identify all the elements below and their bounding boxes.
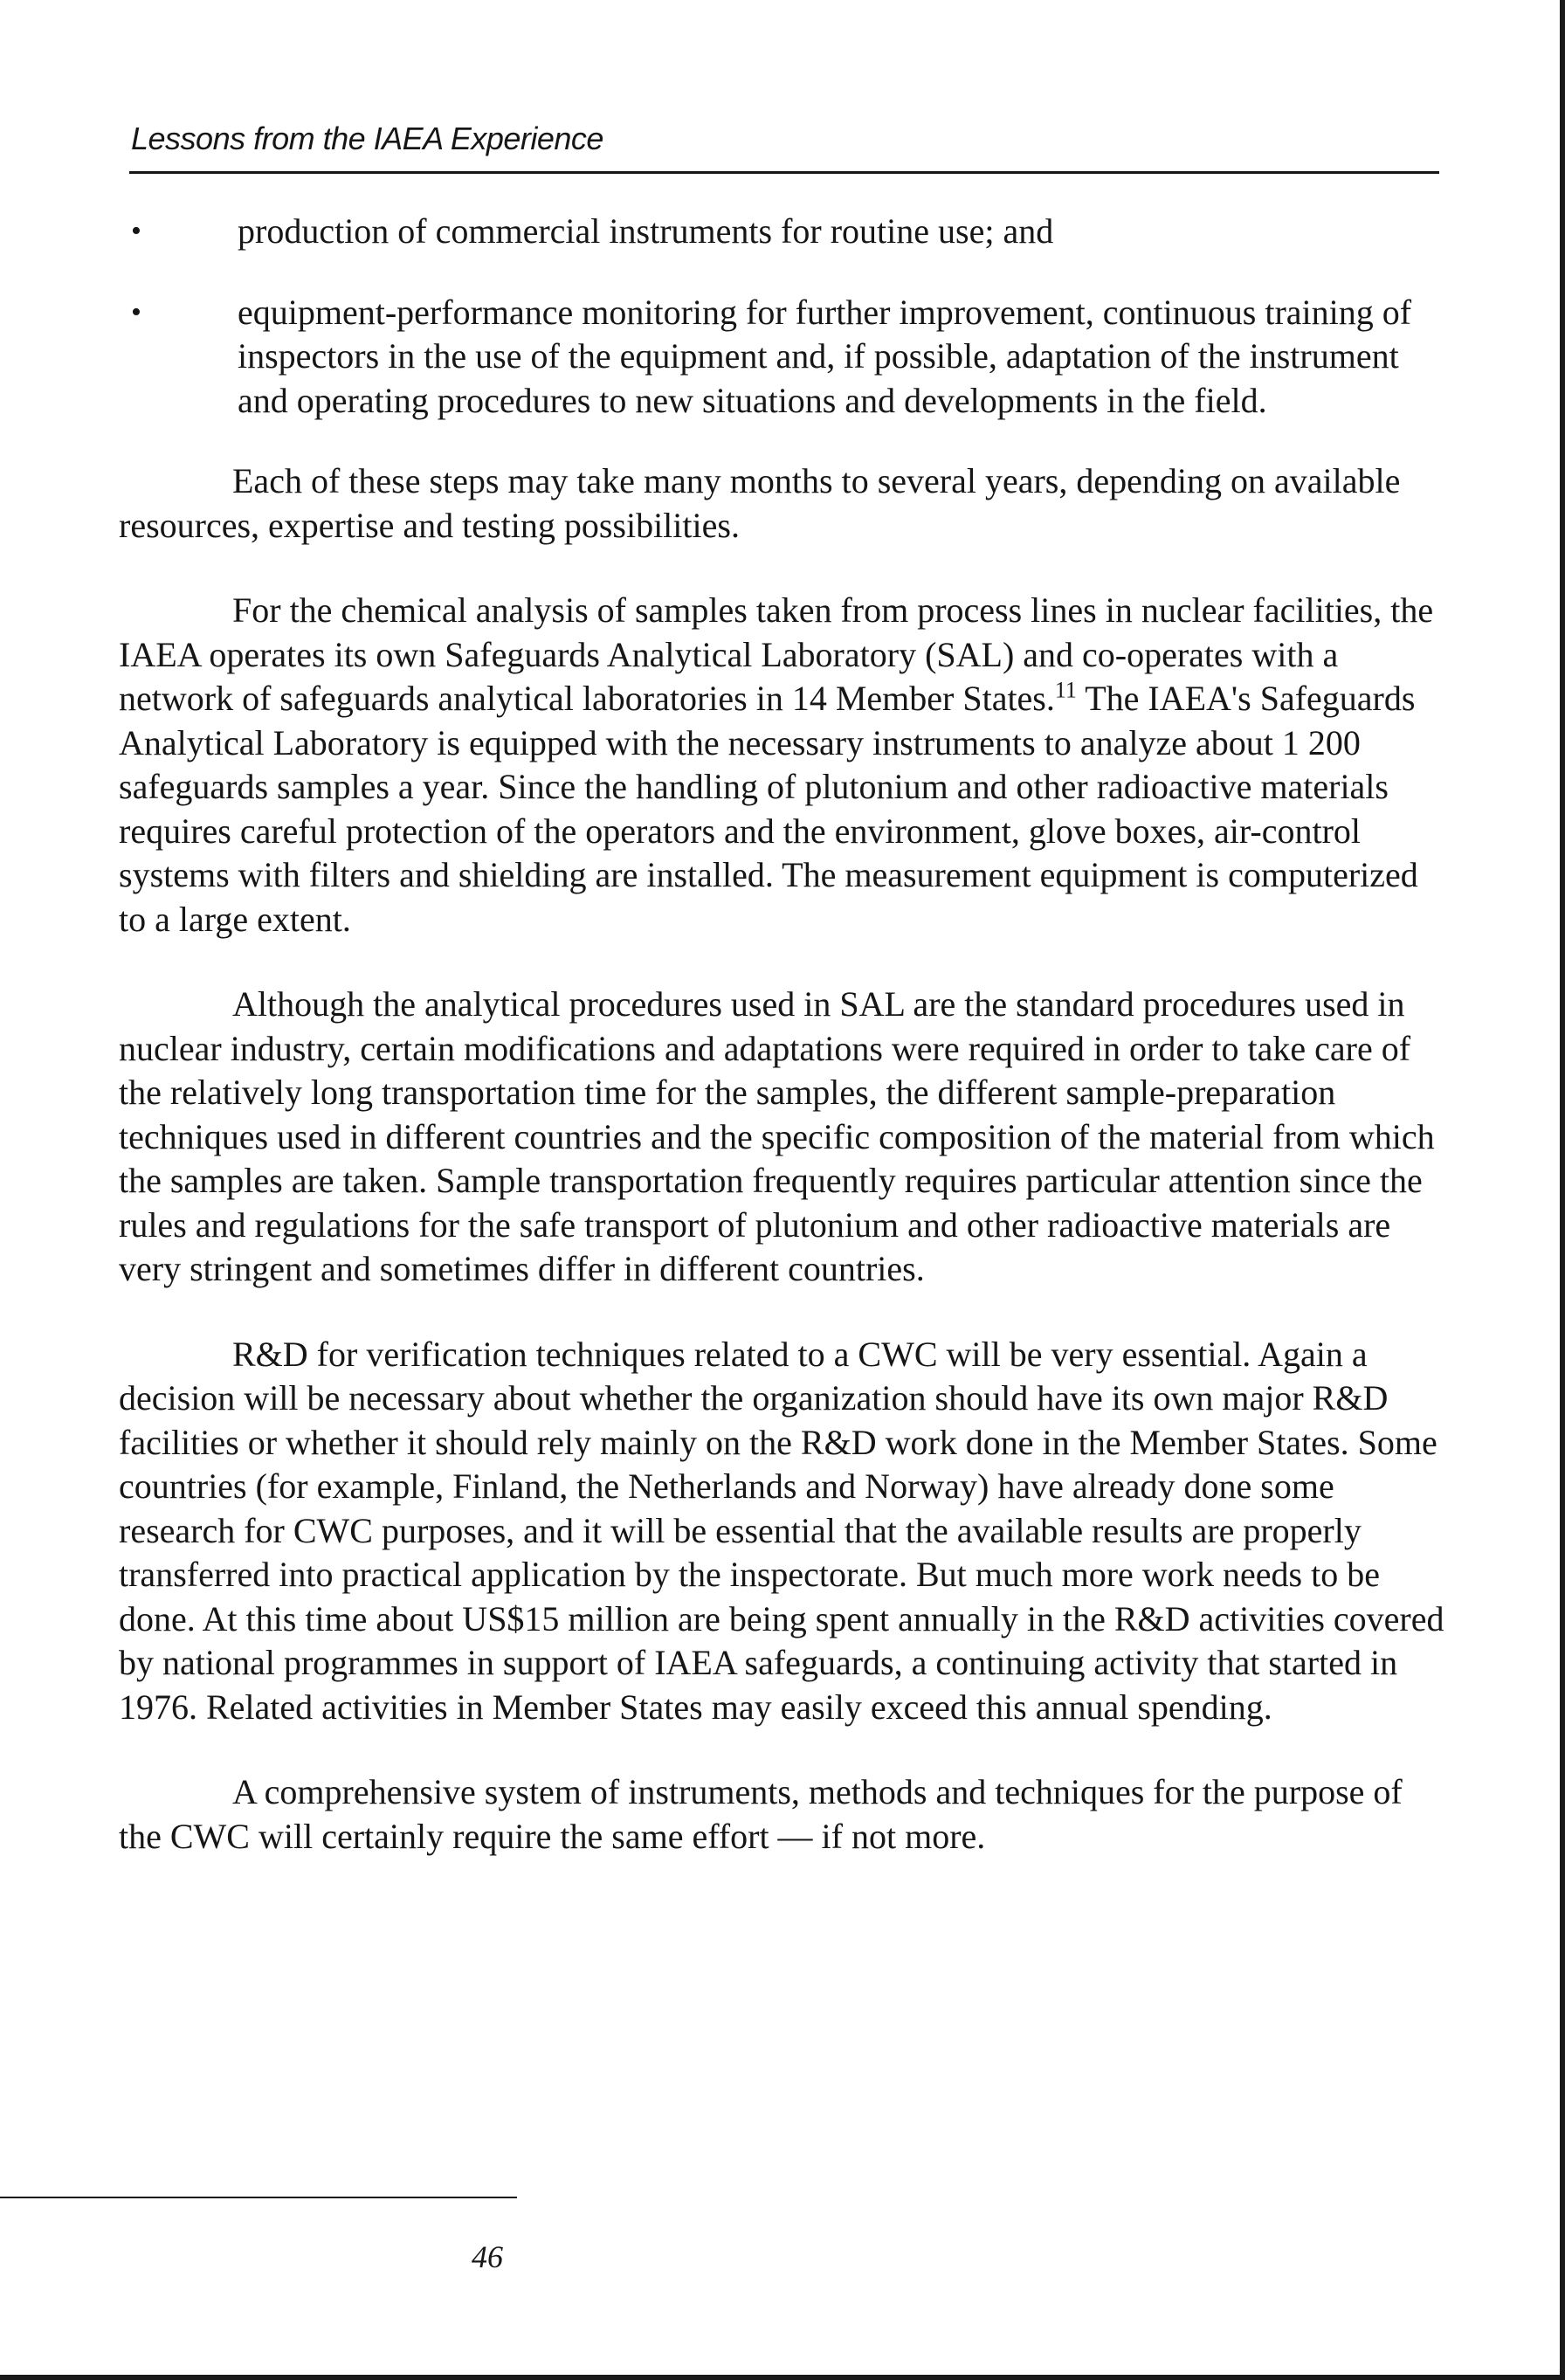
page-body xyxy=(119,210,1448,1900)
paragraph xyxy=(119,983,1448,1292)
paragraph xyxy=(119,1333,1448,1730)
bullet-text: equipment-performance monitoring for further improvement, continuous training of inspectors in the use of the equipment and, if possible, adaptation of the instrument and operating procedures to new situations and developments in the field. xyxy=(238,292,1412,420)
footnote-rule xyxy=(0,2197,517,2198)
paragraph xyxy=(119,589,1448,942)
footnote-reference: 11 xyxy=(1054,677,1077,703)
bullet-list xyxy=(119,210,1448,423)
page-number: 46 xyxy=(472,2239,503,2274)
paragraph xyxy=(119,1770,1448,1859)
list-item xyxy=(119,210,1448,254)
paragraph-text: For the chemical analysis of samples taken from process lines in nuclear facilities, the IAEA operates its own Safeguards Analytical Laboratory (SAL) and co-operates with a network of safeguards analytical laboratories in 14 Member States. xyxy=(119,590,1434,718)
running-header: Lessons from the IAEA Experience xyxy=(131,121,603,156)
list-item xyxy=(119,291,1448,424)
bullet-text: production of commercial instruments for routine use; and xyxy=(238,211,1054,251)
paragraph xyxy=(119,459,1448,548)
paragraph-text: Each of these steps may take many months to several years, depending on available resources, expertise and testing possibilities. xyxy=(119,461,1401,545)
paragraph-text: Although the analytical procedures used in SAL are the standard procedures used in nuclear industry, certain modifications and adaptations were required in order to take care of the relatively long transportation time for the samples, the different sample-preparation techniques used in different countries and the specific composition of the material from which the samples are taken. Sample transportation frequently requires particular attention since the rules and regulations for the safe transport of plutonium and other radioactive materials are very stringent and sometimes differ in different countries. xyxy=(119,984,1435,1288)
header-rule xyxy=(129,171,1439,174)
bullet-icon: • xyxy=(131,215,141,247)
paragraph-text: R&D for verification techniques related to a CWC will be very essential. Again a decision will be necessary about whether the organization should have its own major R&D facilities or whether it should rely mainly on the R&D work done in the Member States. Some countries (for example, Finland, the Netherlands and Norway) have already done some research for CWC purposes, and it will be essential that the available results are properly transferred into practical application by the inspectorate. But much more work needs to be done. At this time about US$15 million are being spent annually in the R&D activities covered by national programmes in support of IAEA safeguards, a continuing activity that started in 1976. Related activities in Member States may easily exceed this annual spending. xyxy=(119,1334,1444,1727)
paragraph-text: A comprehensive system of instruments, methods and techniques for the purpose of the CWC will certainly require the same effort — if not more. xyxy=(119,1772,1403,1856)
binding-edge xyxy=(1560,0,1565,2380)
bullet-icon: • xyxy=(131,295,141,328)
bottom-edge xyxy=(0,2375,1565,2380)
paragraph-text: The IAEA's Safeguards Analytical Laboratory is equipped with the necessary instruments to analyze about 1 200 safeguards samples a year. Since the handling of plutonium and other radioactive materials requires careful protection of the operators and the environment, glove boxes, air-control systems with filters and shielding are installed. The measurement equipment is computerized to a large extent. xyxy=(119,679,1418,939)
